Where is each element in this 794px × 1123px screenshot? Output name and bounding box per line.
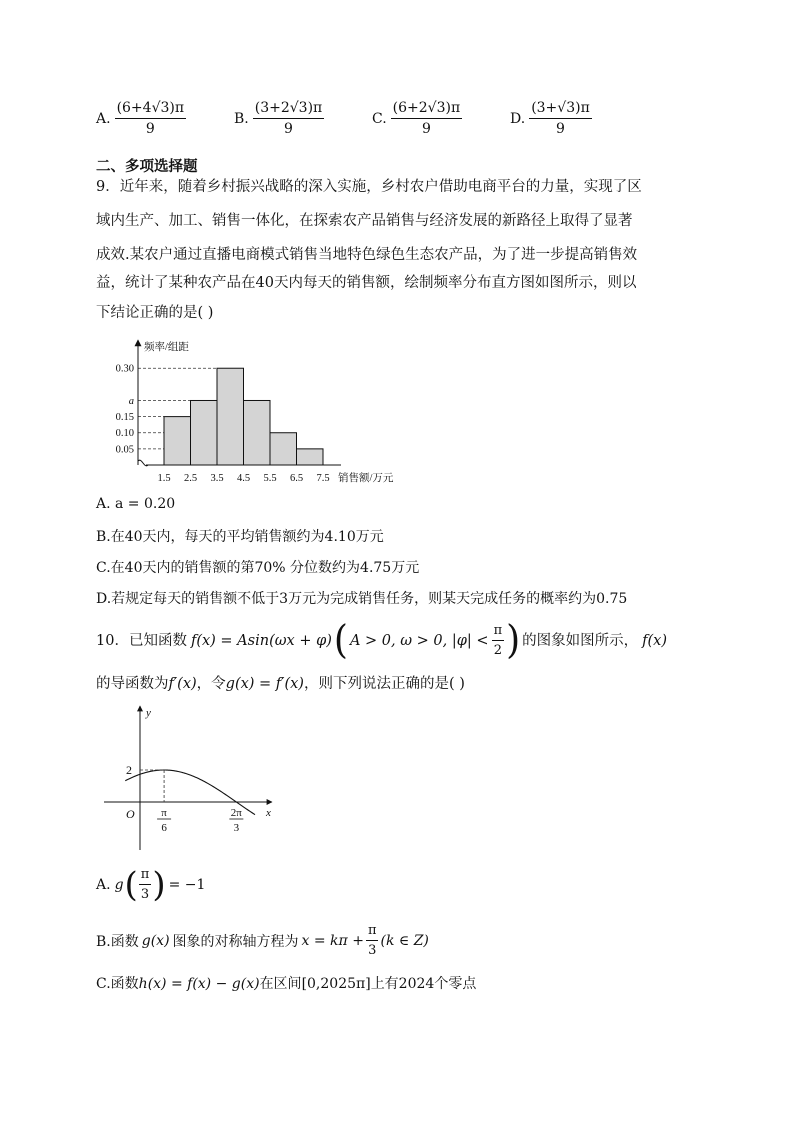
q9-line-1: 9．近年来，随着乡村振兴战略的深入实施，乡村农户借助电商平台的力量，实现了区	[96, 179, 642, 195]
fraction-numerator: (6+2√3)π	[391, 101, 463, 119]
right-paren: )	[152, 865, 166, 905]
y-tick-label: 0.15	[115, 412, 134, 424]
choice-letter: A.	[96, 877, 111, 893]
x-tick-numerator: π	[161, 807, 167, 819]
left-paren: (	[124, 865, 138, 905]
option-letter: D.	[510, 111, 526, 127]
origin-label: O	[126, 807, 135, 821]
q10-choice-b	[96, 918, 429, 964]
option-letter: B.	[234, 111, 249, 127]
y-tick-label: 0.05	[115, 444, 134, 456]
histogram-bar	[164, 417, 191, 465]
x-tick-label: 1.5	[157, 473, 171, 484]
choice-a-fraction	[139, 868, 152, 901]
histogram-bar	[244, 400, 271, 465]
choice-a-result: = −1	[168, 877, 206, 893]
q9-line-5: 下结论正确的是( )	[96, 305, 214, 321]
fraction-denominator: 9	[284, 121, 293, 137]
histogram-bar	[270, 433, 297, 465]
q9-line-4: 益，统计了某种农产品在40天内每天的销售额，绘制频率分布直方图如图所示，则以	[96, 275, 637, 291]
option-fraction	[253, 101, 325, 136]
x-tick-label: 6.5	[289, 473, 304, 484]
left-paren: (	[333, 617, 348, 663]
q10-fx: f(x)	[642, 633, 668, 649]
x-tick-denominator: 6	[161, 822, 167, 834]
choice-b-gx: g(x)	[141, 933, 170, 949]
fraction-numerator: π	[366, 924, 379, 941]
x-tick-label: 7.5	[316, 473, 330, 484]
fraction-numerator: (6+4√3)π	[115, 101, 187, 119]
fraction-denominator: 2	[493, 643, 502, 658]
fraction-numerator: (3+2√3)π	[253, 101, 325, 119]
histogram-bar	[191, 400, 218, 465]
y-tick-label: a	[128, 395, 134, 407]
q9-choice-c: C.在40天内的销售额的第70% 分位数约为4.75万元	[96, 560, 420, 576]
g-symbol: g	[114, 877, 124, 893]
function-graph	[100, 700, 290, 860]
q10-condition-fraction	[492, 624, 505, 657]
q10-choice-c	[96, 973, 476, 993]
fraction-denominator: 9	[556, 121, 565, 137]
q9-line-3: 成效.某农户通过直播电商模式销售当地特色绿色生态农产品，为了进一步提高销售效	[96, 247, 638, 263]
x-tick-label: 5.5	[263, 473, 277, 484]
x-tick-label: 2.5	[183, 473, 198, 484]
q10-line1-post: 的图象如图所示，	[522, 633, 639, 649]
q10-line-2	[96, 669, 465, 699]
x-tick-denominator: 3	[233, 822, 240, 834]
fraction-numerator: π	[139, 868, 152, 885]
q10-text: ，则下列说法正确的是( )	[303, 676, 465, 692]
q9-choice-a: A. a = 0.20	[96, 496, 176, 512]
q9-choice-b: B.在40天内，每天的平均销售额约为4.10万元	[96, 529, 384, 545]
option-letter: C.	[372, 111, 387, 127]
y-tick-label: 2	[126, 763, 132, 777]
right-paren: )	[506, 617, 521, 663]
q10-line-1	[96, 619, 667, 663]
fraction-denominator: 3	[368, 943, 377, 958]
q10-text: 的导函数为	[96, 676, 169, 692]
choice-c-intro: C.函数	[96, 976, 139, 992]
choice-b-equation: x = kπ +	[301, 933, 364, 949]
option-letter: A.	[96, 111, 111, 127]
q10-condition: A > 0, ω > 0, |φ| <	[349, 633, 489, 649]
option-fraction	[529, 101, 592, 136]
y-tick-label: 0.10	[115, 428, 134, 440]
histogram-bar	[217, 368, 244, 465]
x-tick-label: 4.5	[236, 473, 251, 484]
choice-b-mid: 图象的对称轴方程为	[172, 934, 299, 950]
choice-c-post: 上有2024个零点	[370, 976, 477, 992]
y-tick-label: 0.30	[115, 363, 134, 375]
x-tick-numerator: 2π	[230, 807, 242, 819]
option-fraction	[115, 101, 187, 136]
y-axis-title: 频率/组距	[144, 342, 189, 353]
fraction-denominator: 9	[145, 121, 155, 137]
fraction-denominator: 9	[421, 121, 431, 137]
choice-c-equation: h(x) = f(x) − g(x)	[138, 976, 260, 992]
section-title: 二、多项选择题	[96, 159, 198, 175]
q10-text: ，令	[196, 676, 226, 692]
histogram-bar	[297, 449, 324, 465]
q10-choice-a	[96, 862, 205, 908]
q10-derivative: f′(x)	[168, 676, 197, 692]
option-b	[234, 96, 324, 142]
option-a	[96, 96, 186, 142]
x-axis-title: 销售额/万元	[338, 473, 394, 484]
fraction-denominator: 3	[140, 887, 150, 902]
choice-b-fraction	[366, 924, 379, 957]
choice-b-intro: B.函数	[96, 934, 139, 950]
q9-line-2: 域内生产、加工、销售一体化，在探索农产品销售与经济发展的新路径上取得了显著	[96, 213, 633, 229]
q9-choice-d: D.若规定每天的销售额不低于3万元为完成销售任务，则某天完成任务的概率约为0.75	[96, 591, 628, 607]
histogram-chart	[96, 334, 416, 484]
option-d	[510, 96, 592, 142]
q10-g-definition: g(x) = f′(x)	[225, 676, 304, 692]
x-axis-label: x	[266, 807, 271, 819]
x-tick-label: 3.5	[210, 473, 224, 484]
choice-c-mid: 在区间	[259, 976, 302, 992]
choice-b-tail: (k ∈ Z)	[380, 933, 429, 949]
y-axis-label: y	[146, 707, 151, 719]
q10-function: f(x) = Asin(ωx + φ)	[190, 633, 332, 649]
q10-intro: 10．已知函数	[96, 633, 187, 649]
option-c	[372, 96, 462, 142]
fraction-numerator: π	[492, 624, 505, 641]
option-fraction	[391, 101, 463, 136]
fraction-numerator: (3+√3)π	[529, 101, 592, 119]
choice-c-interval: [0,2025π]	[301, 976, 371, 992]
